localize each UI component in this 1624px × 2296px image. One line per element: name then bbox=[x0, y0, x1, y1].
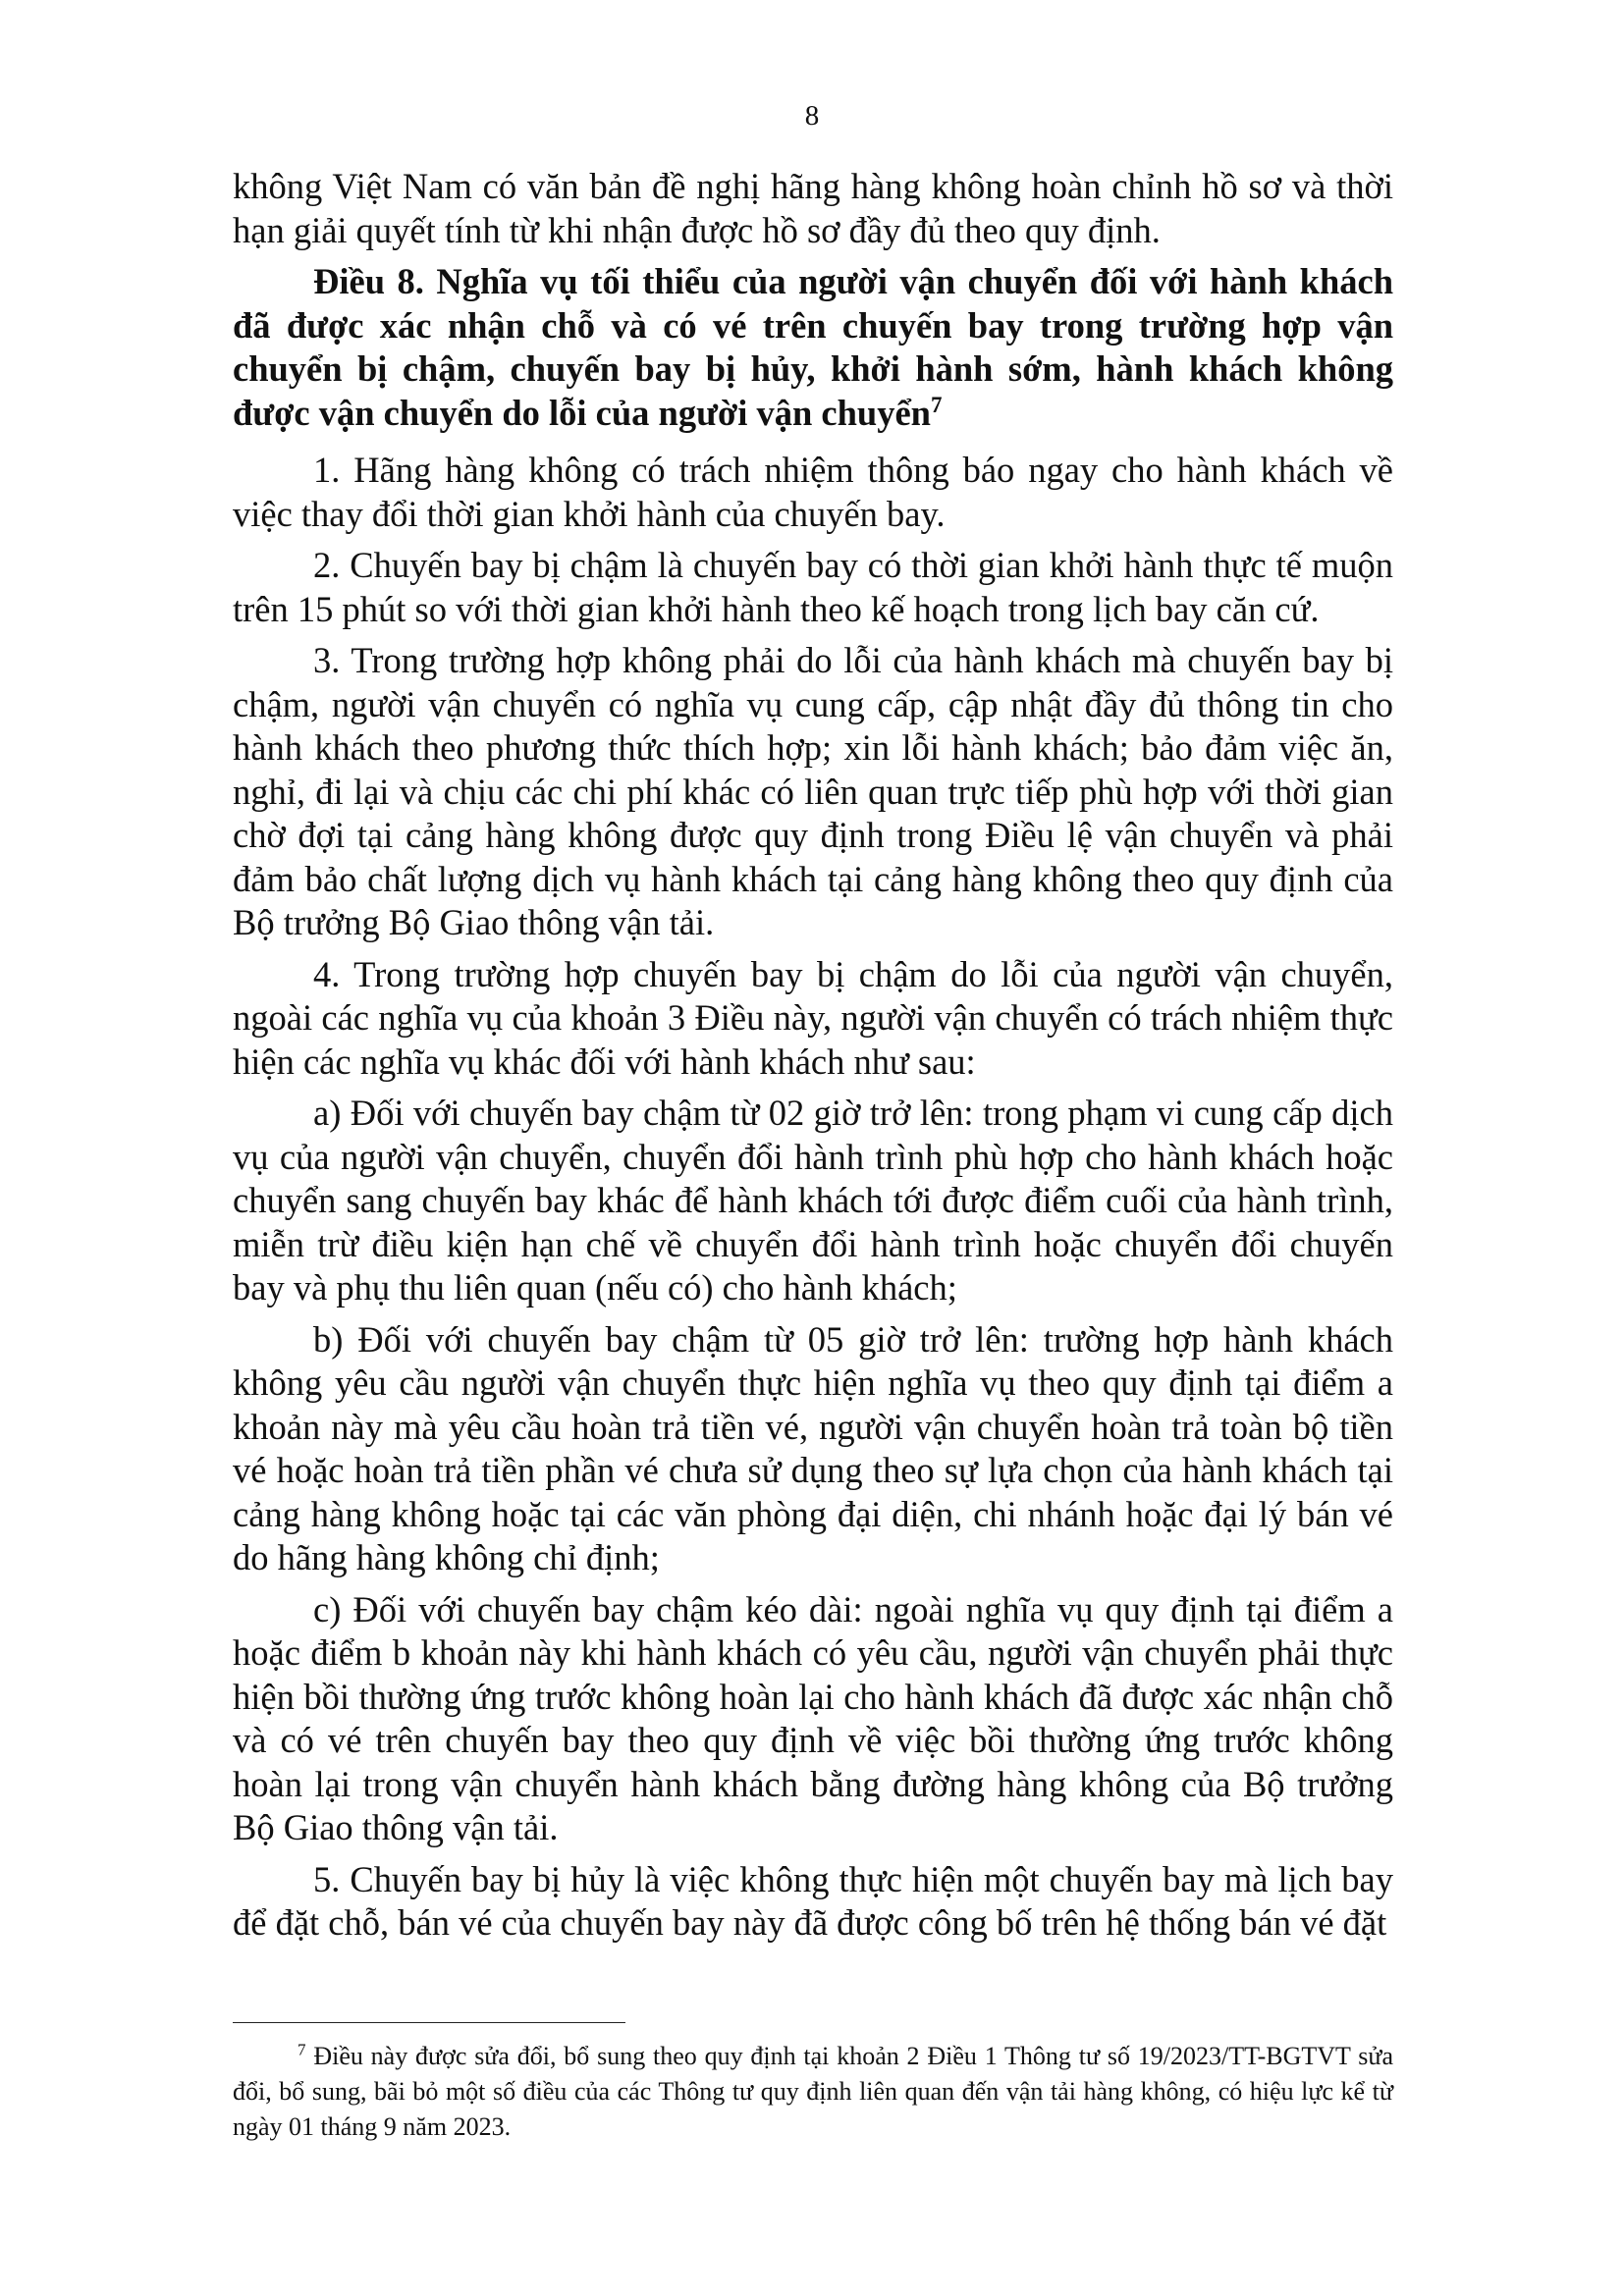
footnote-text: Điều này được sửa đổi, bổ sung theo quy định tại khoản 2 Điều 1 Thông tư số 19/2023/TT-BGTVT sửa đổi, bổ sung, bãi bỏ một số điều của các Thông tư quy định liên quan đến vận tải hàng không, có hiệu lực kể từ ngày 01 tháng 9 năm 2023. bbox=[233, 2042, 1394, 2141]
clause-4: 4. Trong trường hợp chuyến bay bị chậm do lỗi của người vận chuyển, ngoài các nghĩa vụ của khoản 3 Điều này, người vận chuyển có trách nhiệm thực hiện các nghĩa vụ khác đối với hành khách như sau: bbox=[233, 953, 1393, 1082]
clause-2: 2. Chuyến bay bị chậm là chuyến bay có thời gian khởi hành thực tế muộn trên 15 phút so với thời gian khởi hành theo kế hoạch trong lịch bay căn cứ. bbox=[233, 545, 1393, 629]
footnote-number: 7 bbox=[298, 2040, 306, 2059]
article-heading bbox=[233, 260, 1393, 435]
footnote bbox=[233, 2039, 1393, 2145]
clause-4-point-b: b) Đối với chuyến bay chậm từ 05 giờ trở lên: trường hợp hành khách không yêu cầu người vận chuyển thực hiện nghĩa vụ theo quy định tại điểm a khoản này mà yêu cầu hoàn trả tiền vé, người vận chuyển hoàn trả toàn bộ tiền vé hoặc hoàn trả tiền phần vé chưa sử dụng theo sự lựa chọn của hành khách tại cảng hàng không hoặc tại các văn phòng đại diện, chi nhánh hoặc đại lý bán vé do hãng hàng không chỉ định; bbox=[233, 1318, 1393, 1577]
clause-4-point-c: c) Đối với chuyến bay chậm kéo dài: ngoài nghĩa vụ quy định tại điểm a hoặc điểm b khoản này khi hành khách có yêu cầu, người vận chuyển phải thực hiện bồi thường ứng trước không hoàn lại cho hành khách đã được xác nhận chỗ và có vé trên chuyến bay theo quy định về việc bồi thường ứng trước không hoàn lại trong vận chuyển hành khách bằng đường hàng không của Bộ trưởng Bộ Giao thông vận tải. bbox=[233, 1588, 1393, 1847]
clause-5: 5. Chuyến bay bị hủy là việc không thực hiện một chuyến bay mà lịch bay để đặt chỗ, bán vé của chuyến bay này đã được công bố trên hệ thống bán vé đặt bbox=[233, 1858, 1393, 1943]
footnote-separator bbox=[233, 2022, 625, 2023]
body-text bbox=[233, 165, 1393, 1953]
paragraph-continuation: không Việt Nam có văn bản đề nghị hãng hàng không hoàn chỉnh hồ sơ và thời hạn giải quyết tính từ khi nhận được hồ sơ đầy đủ theo quy định. bbox=[233, 166, 1393, 250]
clause-1: 1. Hãng hàng không có trách nhiệm thông báo ngay cho hành khách về việc thay đổi thời gian khởi hành của chuyến bay. bbox=[233, 450, 1393, 534]
page-number: 8 bbox=[804, 100, 820, 132]
clause-3: 3. Trong trường hợp không phải do lỗi của hành khách mà chuyến bay bị chậm, người vận chuyển có nghĩa vụ cung cấp, cập nhật đầy đủ thông tin cho hành khách theo phương thức thích hợp; xin lỗi hành khách; bảo đảm việc ăn, nghỉ, đi lại và chịu các chi phí khác có liên quan trực tiếp phù hợp với thời gian chờ đợi tại cảng hàng không được quy định trong Điều lệ vận chuyển và phải đảm bảo chất lượng dịch vụ hành khách tại cảng hàng không theo quy định của Bộ trưởng Bộ Giao thông vận tải. bbox=[233, 640, 1393, 942]
clause-4-point-a: a) Đối với chuyến bay chậm từ 02 giờ trở lên: trong phạm vi cung cấp dịch vụ của người vận chuyển, chuyển đổi hành trình phù hợp cho hành khách hoặc chuyển sang chuyến bay khác để hành khách tới được điểm cuối của hành trình, miễn trừ điều kiện hạn chế về chuyển đổi hành trình hoặc chuyển đổi chuyến bay và phụ thu liên quan (nếu có) cho hành khách; bbox=[233, 1093, 1393, 1308]
article-heading-text: Điều 8. Nghĩa vụ tối thiểu của người vận chuyển đối với hành khách đã được xác nhận chỗ và có vé trên chuyến bay trong trường hợp vận chuyển bị chậm, chuyến bay bị hủy, khởi hành sớm, hành khách không được vận chuyển do lỗi của người vận chuyển bbox=[233, 261, 1393, 433]
footnote-reference[interactable]: 7 bbox=[930, 392, 943, 417]
